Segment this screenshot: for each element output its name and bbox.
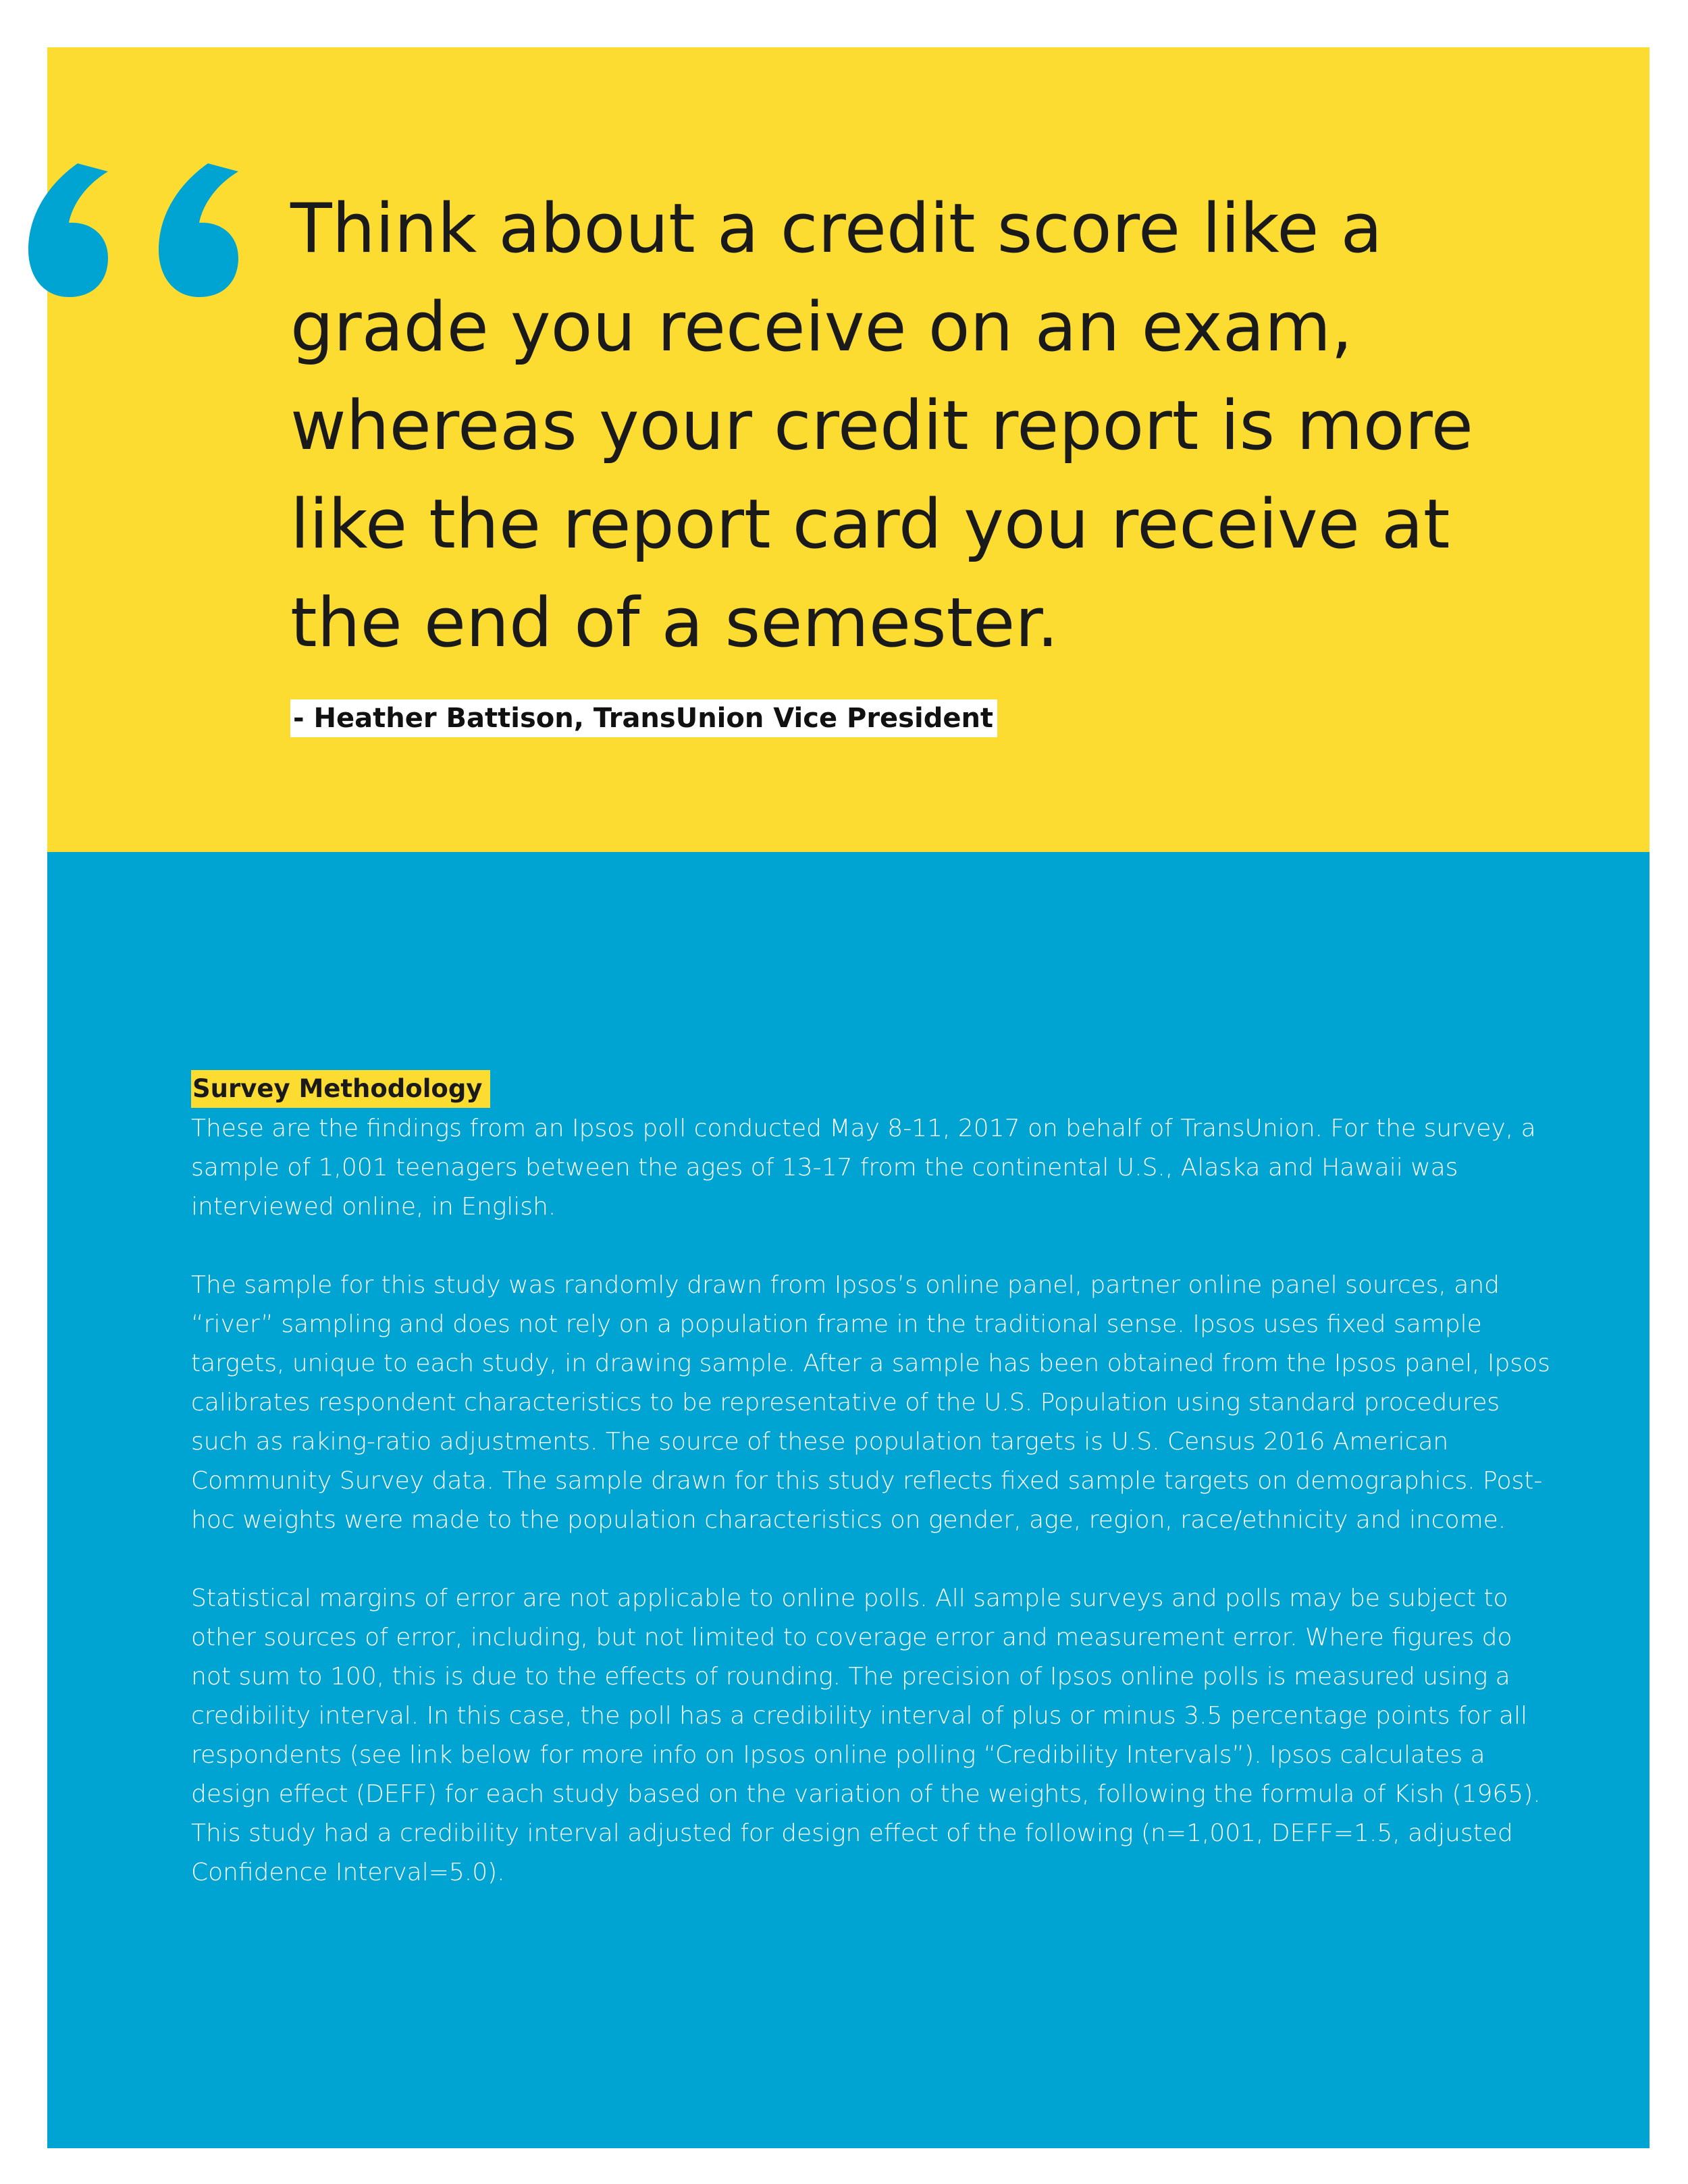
methodology-section [191, 1070, 1555, 1892]
methodology-paragraph-1: These are the findings from an Ipsos poll conducted May 8-11, 2017 on behalf of TransUnion. For the survey, a sample of 1,001 teenagers between the ages of 13-17 from the continental U.S., Alaska and Hawaii was interviewed online, in English. [191, 1115, 1536, 1221]
open-quote-icon [14, 155, 257, 304]
quote-attribution: - Heather Battison, TransUnion Vice President [290, 699, 997, 737]
methodology-heading: Survey Methodology [191, 1070, 490, 1108]
methodology-paragraph-2: The sample for this study was randomly drawn from Ipsos’s online panel, partner online panel sources, and “river” sampling and does not rely on a population frame in the traditional sense. Ipsos uses fixed sample targets, unique to each study, in drawing sample. After a sample has been obtained from the Ipsos panel, Ipsos calibrates respondent characteristics to be representative of the U.S. Population using standard procedures such as raking-ratio adjustments. The source of these population targets is U.S. Census 2016 American Community Survey data. The sample drawn for this study reflects fixed sample targets on demographics. Post-hoc weights were made to the population characteristics on gender, age, region, race/ethnicity and income. [191, 1271, 1550, 1534]
methodology-paragraph-3: Statistical margins of error are not applicable to online polls. All sample surveys and polls may be subject to other sources of error, including, but not limited to coverage error and measurement error. Where figures do not sum to 100, this is due to the effects of rounding. The precision of Ipsos online polls is measured using a credibility interval. In this case, the poll has a credibility interval of plus or minus 3.5 percentage points for all respondents (see link below for more info on Ipsos online polling “Credibility Intervals”). Ipsos calculates a design effect (DEFF) for each study based on the variation of the weights, following the formula of Kish (1965). This study had a credibility interval adjusted for design effect of the following (n=1,001, DEFF=1.5, adjusted Confidence Interval=5.0). [191, 1584, 1541, 1886]
pull-quote-text: Think about a credit score like a grade you receive on an exam, whereas your credit report is more like the report card you receive at the end of a semester. [290, 188, 1473, 662]
